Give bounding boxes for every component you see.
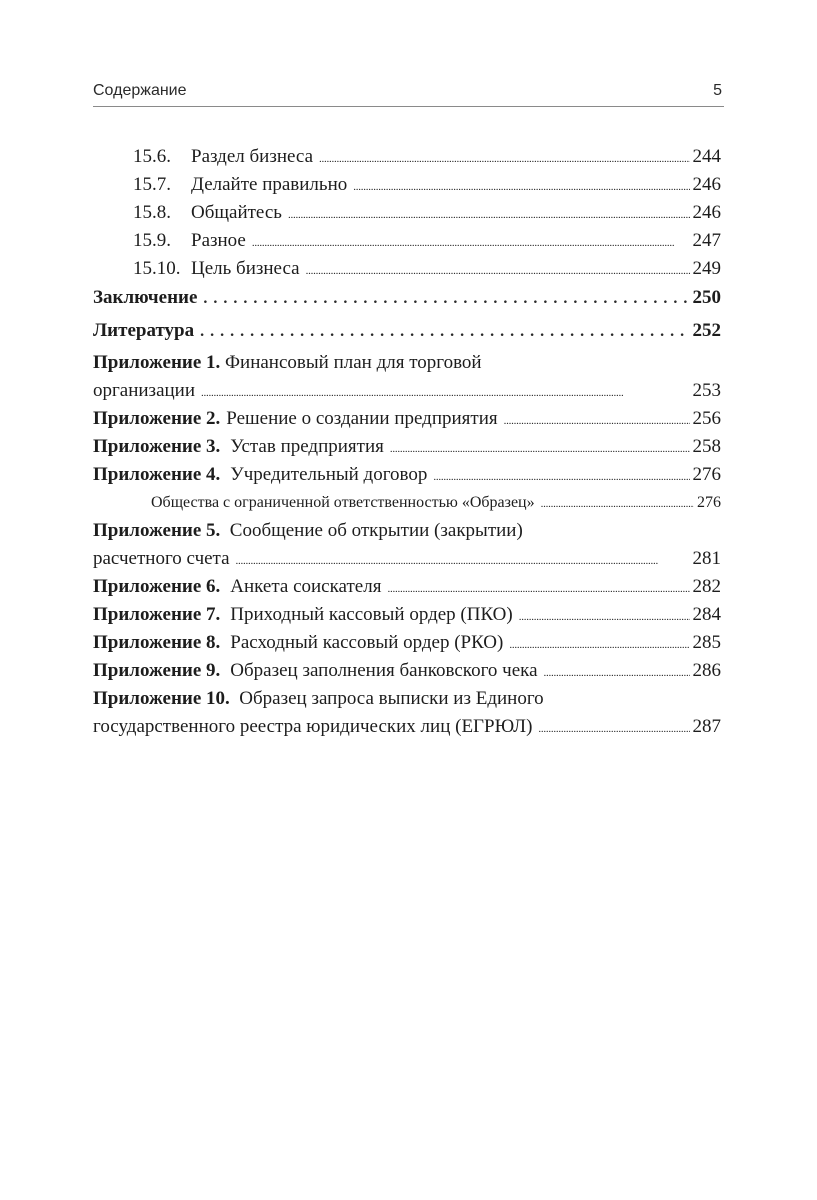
dot-leader (200, 317, 689, 347)
toc-entry-page: 276 (692, 464, 721, 485)
toc-entry-page: 253 (692, 380, 721, 401)
toc-entry-label: Решение о создании предприятия (226, 408, 498, 429)
toc-entry-appendix-4 (93, 461, 721, 489)
toc-entry-page: 246 (692, 174, 721, 195)
toc-entry-15-7 (93, 171, 721, 199)
toc-entry-15-6 (93, 143, 721, 171)
toc-entry-label: Цель бизнеса (191, 258, 300, 279)
toc-entry-number: 15.9. (133, 230, 171, 251)
toc-entry-15-8 (93, 199, 721, 227)
toc-entry-page: 285 (692, 632, 721, 653)
appendix-prefix: Приложение 6. (93, 576, 221, 597)
toc-entry-label: Устав предприятия (230, 436, 384, 457)
toc-entry-label: Общайтесь (191, 202, 282, 223)
toc-entry-label-continued: расчетного счета (93, 548, 230, 569)
toc-entry-label: Учредительный договор (230, 464, 428, 485)
toc-entry-page: 247 (692, 230, 721, 251)
toc-entry-label: Литература (93, 320, 195, 341)
toc-entry-label: Заключение (93, 287, 198, 308)
toc-entry-number: 15.7. (133, 174, 171, 195)
dot-leader (541, 490, 694, 518)
toc-entry-label: Сообщение об открытии (закрытии) (229, 520, 523, 541)
toc-entry-page: 256 (692, 408, 721, 429)
running-header (93, 80, 724, 107)
toc-entry-appendix-10-line2 (93, 713, 721, 741)
toc-entry-label-continued: организации (93, 380, 196, 401)
dot-leader (319, 145, 689, 173)
toc-entry-number: 15.8. (133, 202, 171, 223)
dot-leader (519, 603, 690, 631)
toc-entry-label: Образец заполнения банковского чека (230, 660, 538, 681)
toc-entry-15-9 (93, 227, 721, 255)
toc-entry-appendix-4-continued (93, 489, 721, 517)
toc-entry-appendix-5-line1 (93, 517, 721, 545)
toc-entry-appendix-3 (93, 433, 721, 461)
toc-entry-page: 244 (692, 146, 721, 167)
dot-leader (390, 435, 690, 463)
toc-entry-page: 249 (692, 258, 721, 279)
dot-leader (509, 631, 689, 659)
toc-entry-appendix-8 (93, 629, 721, 657)
toc-entry-page: 287 (692, 716, 721, 737)
toc-entry-label: Расходный кассовый ордер (РКО) (230, 632, 504, 653)
toc-entry-label: Приходный кассовый ордер (ПКО) (230, 604, 513, 625)
dot-leader (504, 407, 690, 435)
toc-entry-page: 282 (692, 576, 721, 597)
toc-entry-page: 252 (692, 320, 721, 341)
appendix-prefix: Приложение 10. (93, 688, 230, 709)
appendix-prefix: Приложение 1. (93, 352, 221, 373)
toc-entry-conclusion (93, 283, 721, 313)
toc-entry-appendix-1-line1 (93, 349, 721, 377)
toc-entry-appendix-2 (93, 405, 721, 433)
toc-entry-page: 246 (692, 202, 721, 223)
dot-leader (201, 379, 689, 407)
toc-entry-page: 286 (692, 660, 721, 681)
toc-entry-page: 281 (692, 548, 721, 569)
appendix-prefix: Приложение 4. (93, 464, 221, 485)
dot-leader (353, 173, 689, 201)
toc-entry-page: 284 (692, 604, 721, 625)
toc-entry-appendix-1-line2 (93, 377, 721, 405)
dot-leader (288, 201, 690, 229)
dot-leader (236, 547, 690, 575)
table-of-contents (93, 143, 721, 741)
toc-entry-page: 258 (692, 436, 721, 457)
toc-entry-appendix-6 (93, 573, 721, 601)
appendix-prefix: Приложение 2. (93, 408, 221, 429)
toc-entry-page: 250 (692, 287, 721, 308)
toc-entry-label: Финансовый план для торговой (225, 352, 482, 373)
appendix-prefix: Приложение 9. (93, 660, 221, 681)
toc-entry-label-continued: государственного реестра юридических лиц (ЕГРЮЛ) (93, 716, 533, 737)
toc-entry-label: Раздел бизнеса (191, 146, 314, 167)
dot-leader (538, 715, 689, 743)
toc-entry-15-10 (93, 255, 721, 283)
appendix-prefix: Приложение 8. (93, 632, 221, 653)
header-title: Содержание (93, 82, 187, 99)
toc-entry-label: Делайте правильно (191, 174, 348, 195)
toc-entry-appendix-5-line2 (93, 545, 721, 573)
dot-leader (544, 659, 690, 687)
toc-entry-label: Разное (191, 230, 246, 251)
toc-entry-page: 276 (697, 494, 721, 511)
toc-entry-appendix-10-line1 (93, 685, 721, 713)
toc-entry-number: 15.6. (133, 146, 171, 167)
toc-entry-number: 15.10. (133, 258, 181, 279)
toc-entry-label: Образец запроса выписки из Единого (239, 688, 544, 709)
toc-entry-label: Общества с ограниченной ответственностью «Образец» (151, 494, 535, 511)
appendix-prefix: Приложение 7. (93, 604, 221, 625)
appendix-prefix: Приложение 5. (93, 520, 221, 541)
dot-leader (387, 575, 689, 603)
dot-leader (306, 257, 690, 285)
dot-leader (203, 284, 689, 314)
toc-entry-literature (93, 316, 721, 346)
appendix-prefix: Приложение 3. (93, 436, 221, 457)
toc-entry-appendix-9 (93, 657, 721, 685)
toc-entry-label: Анкета соискателя (230, 576, 382, 597)
dot-leader (252, 229, 690, 257)
dot-leader (433, 463, 689, 491)
toc-entry-appendix-7 (93, 601, 721, 629)
header-page-number: 5 (713, 82, 722, 99)
